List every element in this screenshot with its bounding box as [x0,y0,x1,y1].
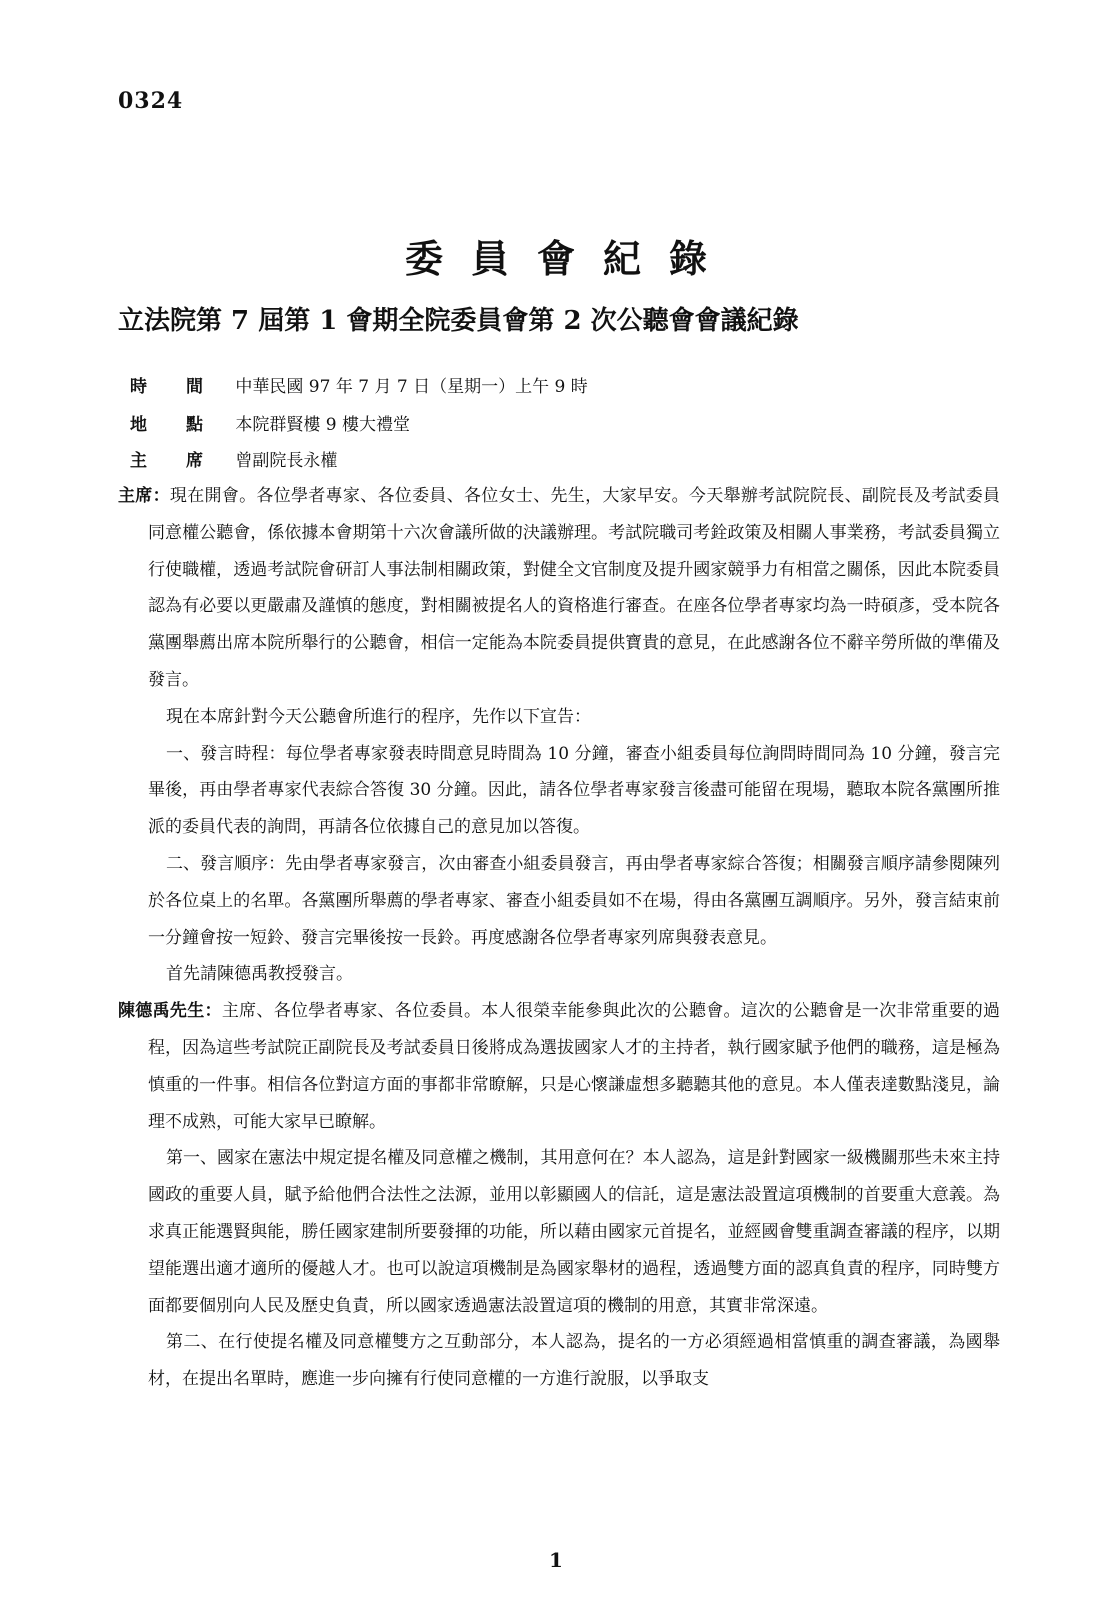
minutes-body [118,478,1000,1398]
paragraph: 陳德禹先生：主席、各位學者專家、各位委員。本人很榮幸能參與此次的公聽會。這次的公聽會是一次非常重要的過程，因為這些考試院正副院長及考試委員日後將成為選拔國家人才的主持者，執行國家賦予他們的職務，這是極為慎重的一件事。相信各位對這方面的事都非常瞭解，只是心懷謙虛想多聽聽其他的意見。本人僅表達數點淺見，論理不成熟，可能大家早已瞭解。 [118,1001,1001,1132]
meta-place-label: 地 點 [130,415,203,435]
speaker-label: 陳德禹先生： [118,1001,222,1022]
meta-time-value: 中華民國 97 年 7 月 7 日（星期一）上午 9 時 [235,377,588,397]
paragraph: 二、發言順序：先由學者專家發言，次由審查小組委員發言，再由學者專家綜合答復；相關發言順序請參閱陳列於各位桌上的名單。各黨團所舉薦的學者專家、審查小組委員如不在場，得由各黨團互調順序。另外，發言結束前一分鐘會按一短鈴、發言完畢後按一長鈴。再度感謝各位學者專家列席與發表意見。 [148,853,1000,948]
speaker-label: 主席： [118,486,170,506]
document-code: 0324 [118,88,184,114]
paragraph: 第二、在行使提名權及同意權雙方之互動部分，本人認為，提名的一方必須經過相當慎重的調查審議，為國舉材，在提出名單時，應進一步向擁有行使同意權的一方進行說服，以爭取支 [148,1332,1000,1390]
paragraph: 現在本席針對今天公聽會所進行的程序，先作以下宣告： [166,706,591,727]
paragraph: 一、發言時程：每位學者專家發表時間意見時間為 10 分鐘，審查小組委員每位詢問時間同為 10 分鐘，發言完畢後，再由學者專家代表綜合答復 30 分鐘。因此，請各位學者專家發言後盡可能留在現場，聽取本院各黨團所推派的委員代表的詢問，再請各位依據自己的意見加以答復。 [148,743,1000,838]
meta-chair-label: 主 席 [130,451,203,471]
page-number: 1 [549,1548,563,1572]
meta-place-value: 本院群賢樓 9 樓大禮堂 [235,415,411,435]
meta-time-label: 時 間 [130,377,203,397]
meta-chair-row [130,446,337,471]
document-subtitle: 立法院第 7 屆第 1 會期全院委員會第 2 次公聽會會議紀錄 [118,306,799,336]
meta-time-row [130,372,588,397]
document-title: 委員會紀錄 [404,236,735,281]
paragraph: 第一、國家在憲法中規定提名權及同意權之機制，其用意何在？本人認為，這是針對國家一級機關那些未來主持國政的重要人員，賦予給他們合法性之法源，並用以彰顯國人的信託，這是憲法設置這項機制的首要重大意義。為求真正能選賢與能，勝任國家建制所要發揮的功能，所以藉由國家元首提名，並經國會雙重調查審議的程序，以期望能選出適才適所的優越人才。也可以說這項機制是為國家舉材的過程，透過雙方面的認真負責的程序，同時雙方面都要個別向人民及歷史負責，所以國家透過憲法設置這項的機制的用意，其實非常深遠。 [148,1148,1000,1316]
paragraph: 主席：現在開會。各位學者專家、各位委員、各位女士、先生，大家早安。今天舉辦考試院院長、副院長及考試委員同意權公聽會，係依據本會期第十六次會議所做的決議辦理。考試院職司考銓政策及相關人事業務，考試委員獨立行使職權，透過考試院會研訂人事法制相關政策，對健全文官制度及提升國家競爭力有相當之關係，因此本院委員認為有必要以更嚴肅及謹慎的態度，對相關被提名人的資格進行審查。在座各位學者專家均為一時碩彥，受本院各黨團舉薦出席本院所舉行的公聽會，相信一定能為本院委員提供寶貴的意見，在此感謝各位不辭辛勞所做的準備及發言。 [118,486,1001,690]
paragraph: 首先請陳德禹教授發言。 [166,964,353,985]
meta-place-row [130,410,410,435]
meta-chair-value: 曾副院長永權 [235,451,338,471]
